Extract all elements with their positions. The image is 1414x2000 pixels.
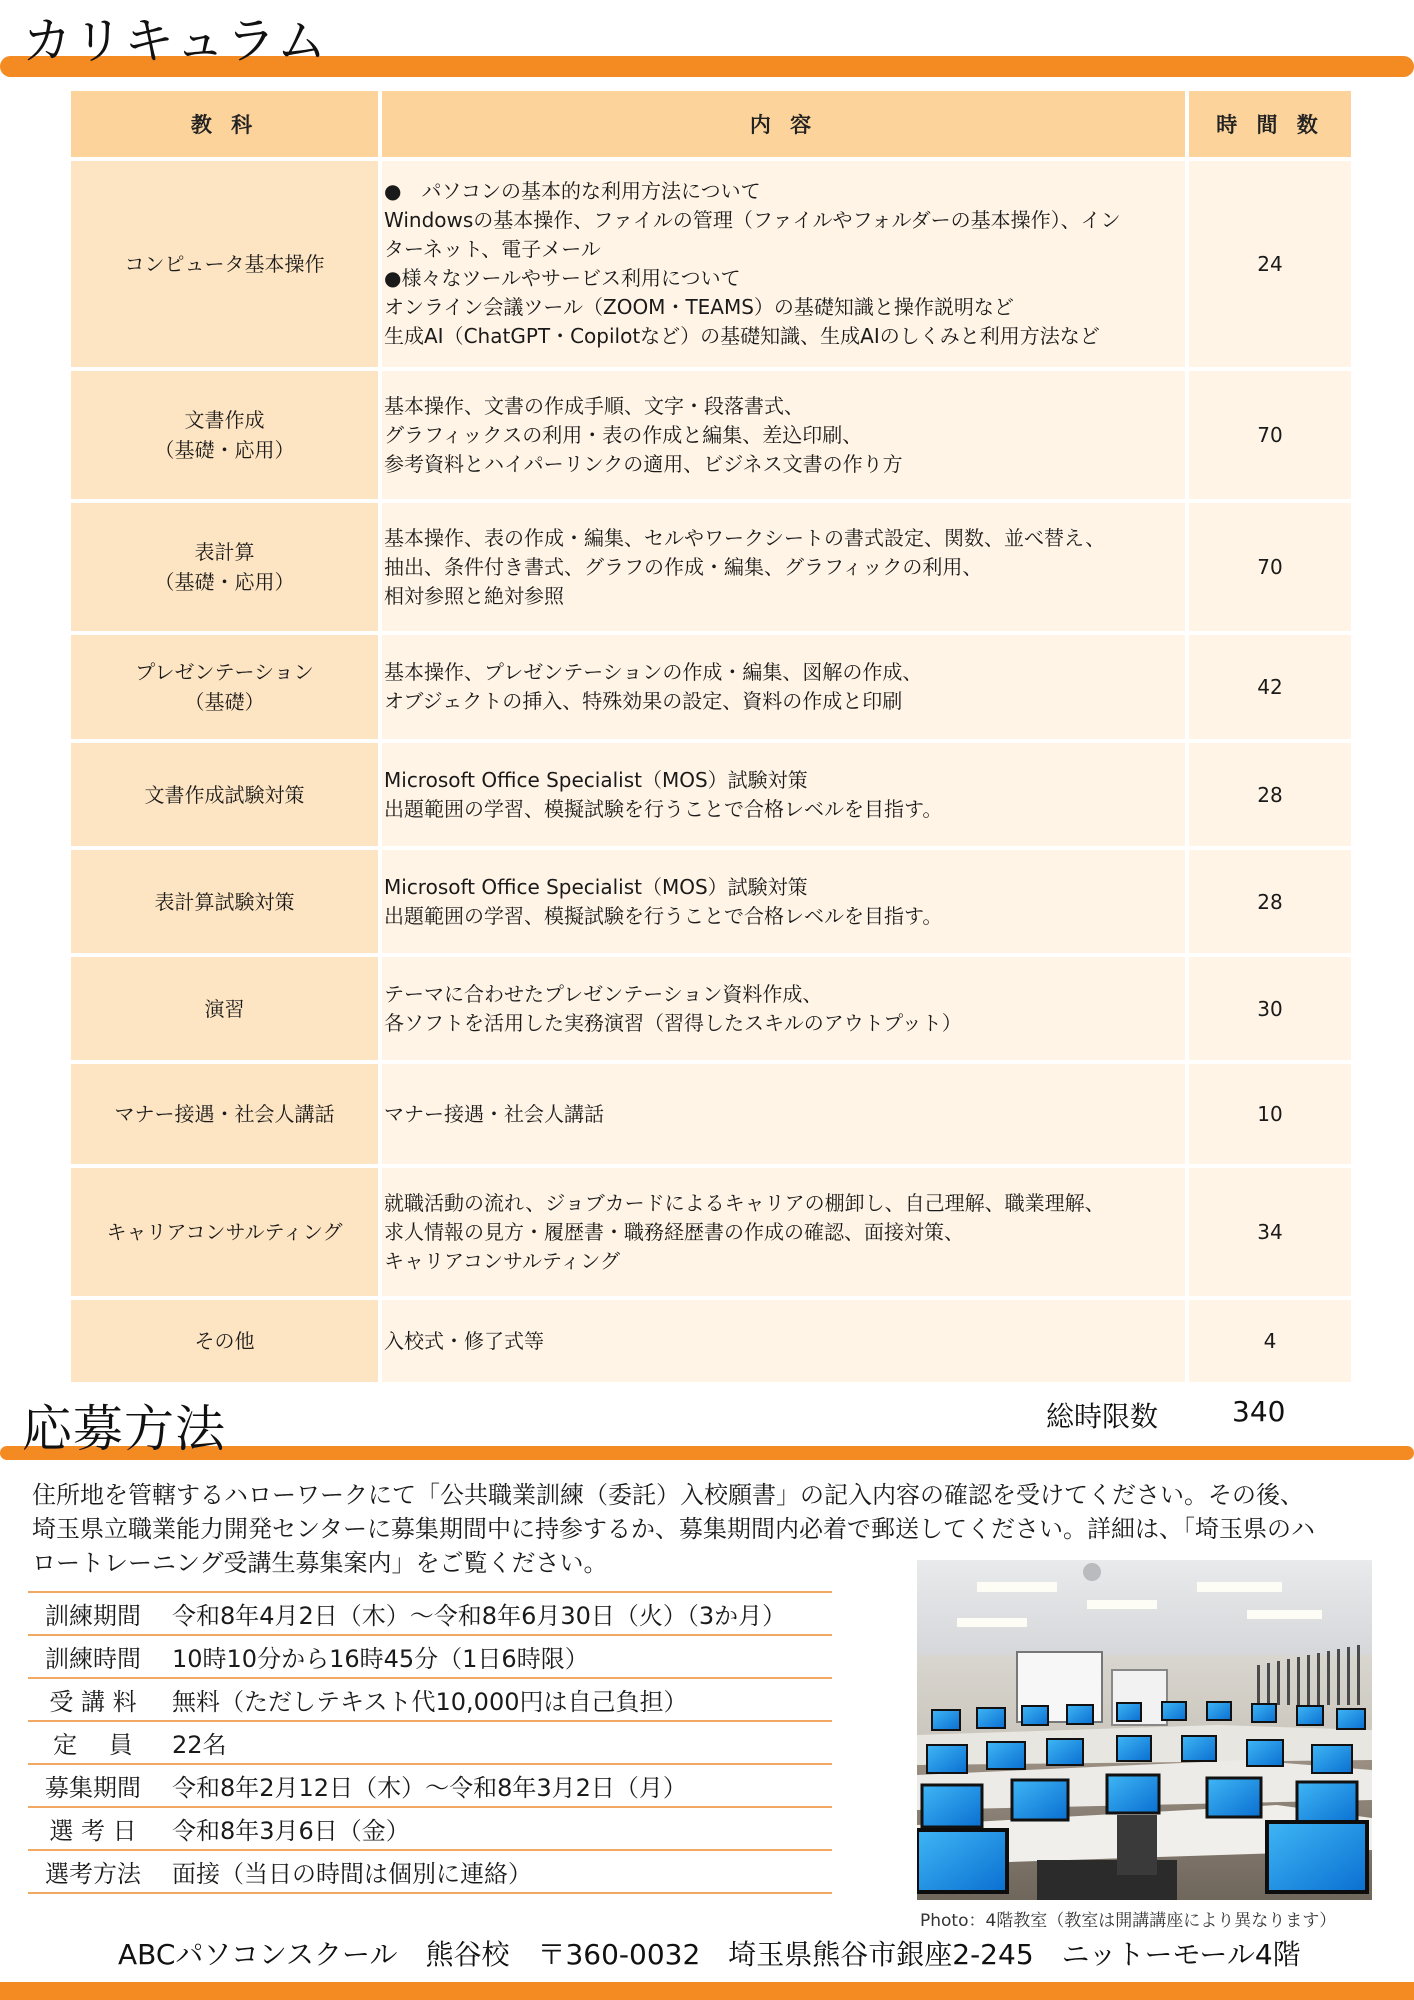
info-label: 訓練時間	[45, 1645, 141, 1673]
info-label: 受 講 料	[49, 1688, 137, 1716]
curriculum-row	[71, 1064, 1351, 1164]
photo-caption: Photo：4階教室（教室は開講講座により異なります）	[920, 1911, 1337, 1931]
curriculum-row	[71, 161, 1351, 367]
curriculum-row	[71, 1300, 1351, 1382]
content-line: オンライン会議ツール（ZOOM・TEAMS）の基礎知識と操作説明など	[384, 295, 1014, 319]
content-line: 参考資料とハイパーリンクの適用、ビジネス文書の作り方	[384, 451, 903, 476]
content-line: グラフィックスの利用・表の作成と編集、差込印刷、	[384, 422, 863, 447]
info-row	[28, 1636, 832, 1679]
info-row	[28, 1808, 832, 1851]
application-title: 応募方法	[22, 1400, 226, 1458]
info-value: 無料（ただしテキスト代10,000円は自己負担）	[172, 1688, 688, 1716]
header-content: 内 容	[382, 91, 1185, 157]
content-line: 出題範囲の学習、模擬試験を行うことで合格レベルを目指す。	[384, 903, 943, 928]
curriculum-row	[71, 635, 1351, 739]
content-line: ●様々なツールやサービス利用について	[384, 266, 741, 290]
hours-cell: 28	[1189, 743, 1351, 846]
content-cell	[382, 850, 1185, 953]
content-line: 出題範囲の学習、模擬試験を行うことで合格レベルを目指す。	[384, 796, 943, 821]
subject-cell	[71, 850, 378, 953]
subject-cell	[71, 635, 378, 739]
subject-line: プレゼンテーション	[135, 660, 314, 684]
curriculum-row	[71, 503, 1351, 631]
info-value: 10時10分から16時45分（1日6時限）	[172, 1645, 589, 1673]
info-row	[28, 1851, 832, 1894]
info-value: 22名	[172, 1731, 227, 1759]
curriculum-header-row	[71, 91, 1351, 157]
content-cell	[382, 161, 1185, 367]
content-line: 抽出、条件付き書式、グラフの作成・編集、グラフィックの利用、	[384, 554, 983, 579]
classroom-photo	[917, 1560, 1372, 1900]
content-cell	[382, 957, 1185, 1060]
info-value: 令和8年3月6日（金）	[172, 1817, 410, 1845]
subject-cell	[71, 1064, 378, 1164]
info-label: 募集期間	[45, 1774, 141, 1802]
subject-line: コンピュータ基本操作	[124, 252, 325, 276]
training-info-table	[28, 1591, 832, 1894]
curriculum-row	[71, 371, 1351, 499]
subject-cell	[71, 161, 378, 367]
content-line: 基本操作、表の作成・編集、セルやワークシートの書式設定、関数、並べ替え、	[384, 525, 1106, 550]
subject-cell	[71, 1300, 378, 1382]
header-hours: 時 間 数	[1189, 91, 1351, 157]
content-cell	[382, 503, 1185, 631]
subject-line: 表計算試験対策	[154, 889, 295, 914]
subject-line: 文書作成試験対策	[144, 782, 305, 807]
curriculum-row	[71, 850, 1351, 953]
content-cell	[382, 1300, 1185, 1382]
hours-cell: 30	[1189, 957, 1351, 1060]
subject-line: その他	[194, 1329, 255, 1353]
info-row	[28, 1593, 832, 1636]
curriculum-body	[71, 161, 1351, 1382]
subject-line: マナー接遇・社会人講話	[114, 1102, 335, 1126]
content-line: Microsoft Office Specialist（MOS）試験対策	[384, 874, 808, 899]
content-line: 入校式・修了式等	[384, 1328, 544, 1353]
content-line: 基本操作、文書の作成手順、文字・段落書式、	[384, 393, 804, 418]
footer-address: ABCパソコンスクール 熊谷校 〒360-0032 埼玉県熊谷市銀座2-245 ニットーモール4階	[118, 1938, 1301, 1971]
curriculum-row	[71, 743, 1351, 846]
content-line: マナー接遇・社会人講話	[384, 1101, 604, 1126]
subject-cell	[71, 503, 378, 631]
application-text-line: 住所地を管轄するハローワークにて「公共職業訓練（委託）入校願書」の記入内容の確認を受けてください。その後、	[32, 1481, 1304, 1509]
info-value: 令和8年4月2日（木）～令和8年6月30日（火）（3か月）	[172, 1602, 787, 1630]
info-row	[28, 1722, 832, 1765]
content-line: Windowsの基本操作、ファイルの管理（ファイルやフォルダーの基本操作）、イン	[384, 208, 1121, 232]
header-subject: 教 科	[71, 91, 378, 157]
content-line: Microsoft Office Specialist（MOS）試験対策	[384, 767, 808, 792]
application-text-line: 埼玉県立職業能力開発センターに募集期間中に持参するか、募集期間内必着で郵送してください。詳細は、「埼玉県のハ	[32, 1515, 1316, 1543]
content-cell	[382, 371, 1185, 499]
total-label: 総時限数	[1046, 1400, 1159, 1433]
hours-cell: 42	[1189, 635, 1351, 739]
info-label: 選考方法	[45, 1860, 141, 1888]
content-line: 就職活動の流れ、ジョブカードによるキャリアの棚卸し、自己理解、職業理解、	[384, 1190, 1105, 1215]
subject-line: （基礎）	[184, 690, 265, 714]
hours-cell: 28	[1189, 850, 1351, 953]
subject-line: （基礎・応用）	[154, 438, 295, 462]
content-cell	[382, 743, 1185, 846]
hours-cell: 4	[1189, 1300, 1351, 1382]
hours-cell: 24	[1189, 161, 1351, 367]
info-value: 面接（当日の時間は個別に連絡）	[172, 1860, 532, 1888]
subject-line: 文書作成	[184, 408, 265, 432]
curriculum-row	[71, 957, 1351, 1060]
content-line: キャリアコンサルティング	[384, 1248, 620, 1273]
subject-line: （基礎・応用）	[154, 570, 295, 594]
subject-cell	[71, 957, 378, 1060]
content-line: 基本操作、プレゼンテーションの作成・編集、図解の作成、	[384, 660, 923, 684]
info-label: 選 考 日	[49, 1817, 137, 1845]
application-text-line: ロートレーニング受講生募集案内」をご覧ください。	[32, 1549, 608, 1577]
hours-cell: 70	[1189, 371, 1351, 499]
content-cell	[382, 1168, 1185, 1296]
content-line: ターネット、電子メール	[384, 237, 601, 261]
subject-line: 表計算	[194, 540, 255, 564]
subject-cell	[71, 1168, 378, 1296]
subject-cell	[71, 743, 378, 846]
curriculum-title: カリキュラム	[22, 12, 328, 70]
subject-cell	[71, 371, 378, 499]
subject-line: 演習	[204, 996, 245, 1021]
hours-cell: 10	[1189, 1064, 1351, 1164]
content-line: ● パソコンの基本的な利用方法について	[384, 179, 761, 203]
content-line: 生成AI（ChatGPT・Copilotなど）の基礎知識、生成AIのしくみと利用方法など	[384, 324, 1100, 348]
footer-bar	[0, 1982, 1414, 2000]
info-row	[28, 1679, 832, 1722]
content-cell	[382, 1064, 1185, 1164]
content-line: テーマに合わせたプレゼンテーション資料作成、	[384, 981, 823, 1006]
content-line: 相対参照と絶対参照	[384, 583, 564, 608]
curriculum-row	[71, 1168, 1351, 1296]
total-value: 340	[1232, 1395, 1286, 1428]
hours-cell: 34	[1189, 1168, 1351, 1296]
subject-line: キャリアコンサルティング	[106, 1220, 343, 1244]
info-label: 定 員	[53, 1731, 133, 1759]
content-cell	[382, 635, 1185, 739]
hours-cell: 70	[1189, 503, 1351, 631]
info-row	[28, 1765, 832, 1808]
info-value: 令和8年2月12日（木）～令和8年3月2日（月）	[172, 1774, 687, 1802]
content-line: オブジェクトの挿入、特殊効果の設定、資料の作成と印刷	[384, 689, 903, 713]
content-line: 求人情報の見方・履歴書・職務経歴書の作成の確認、面接対策、	[384, 1219, 964, 1244]
info-label: 訓練期間	[45, 1602, 141, 1630]
curriculum-table	[67, 87, 1355, 1386]
content-line: 各ソフトを活用した実務演習（習得したスキルのアウトプット）	[384, 1010, 962, 1035]
